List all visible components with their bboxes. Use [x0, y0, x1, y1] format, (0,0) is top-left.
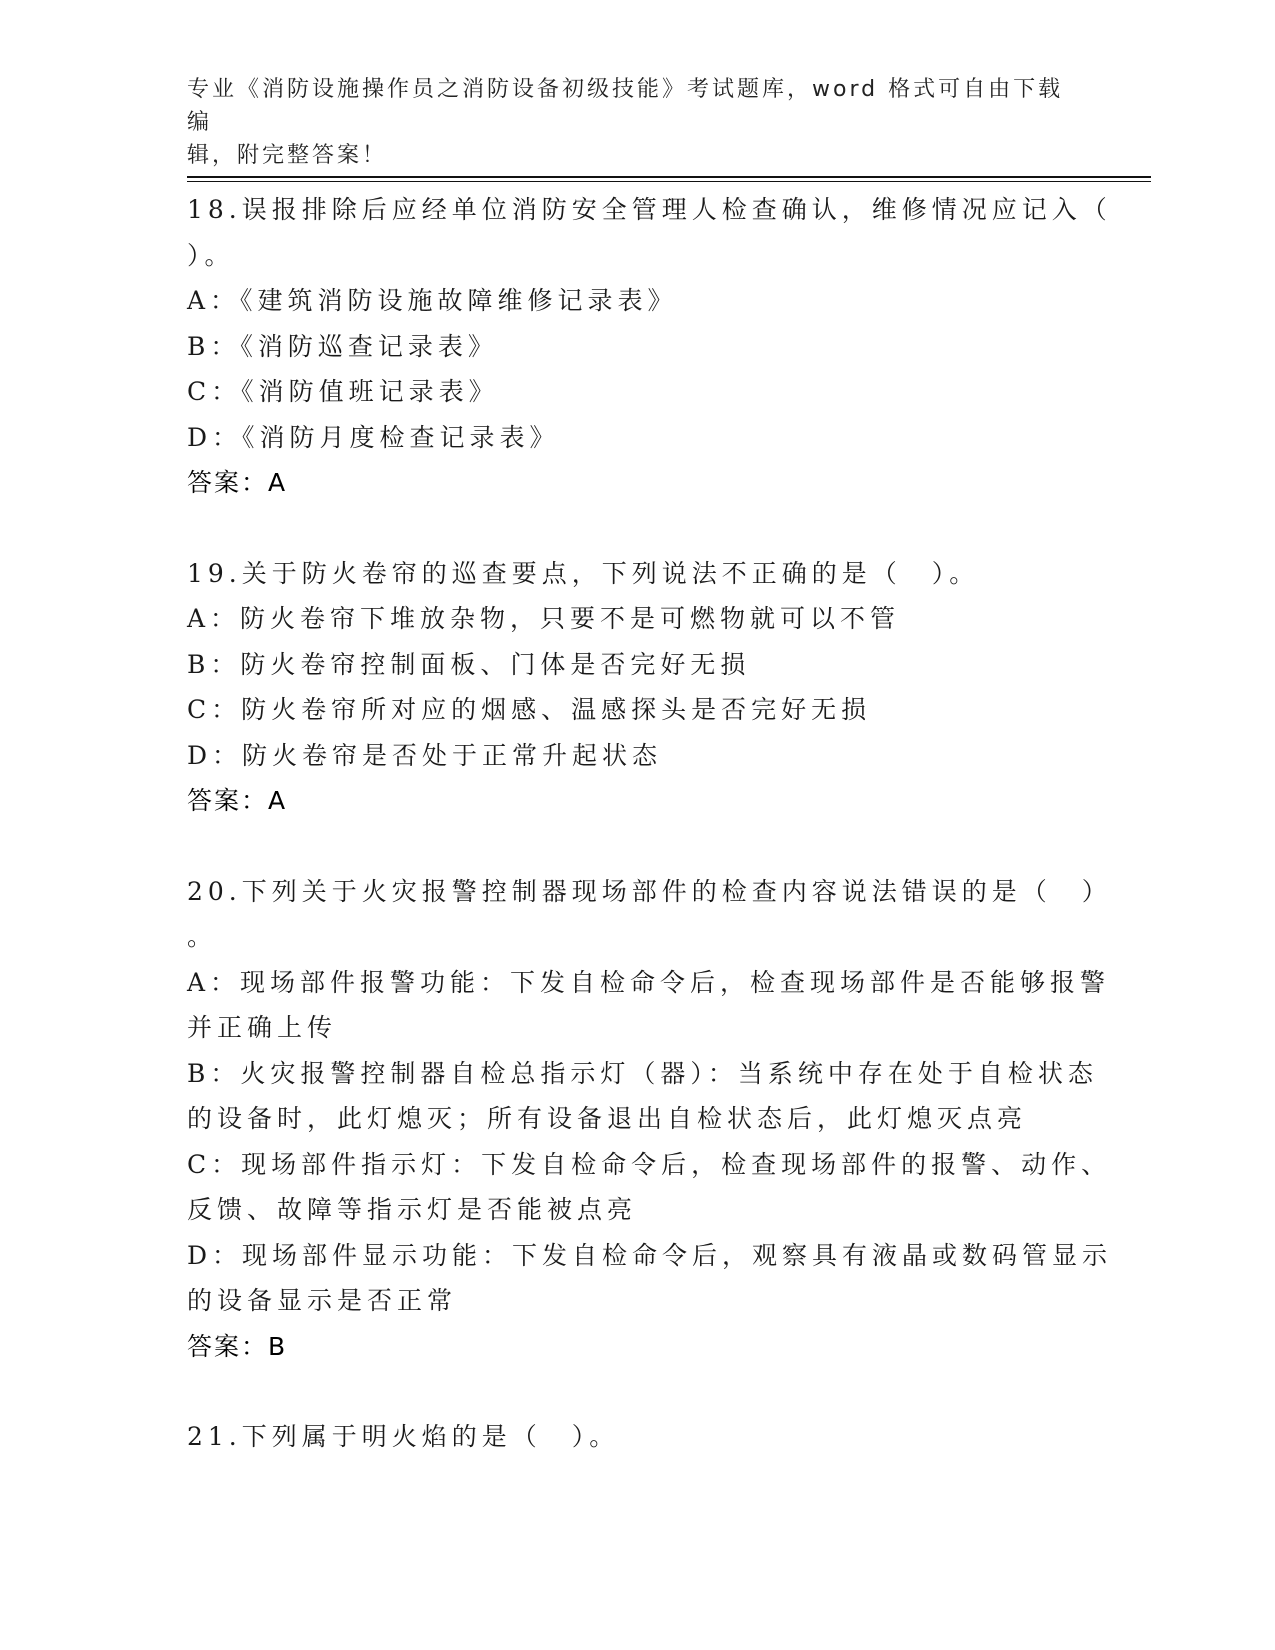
answer-option: B：《消防巡查记录表》: [187, 331, 498, 361]
question-list: [187, 187, 1113, 1460]
question-stem: 。: [187, 922, 218, 951]
question-block: [187, 187, 1112, 506]
answer-option: D：《消防月度检查记录表》: [187, 422, 560, 452]
answer-option: 的设备显示是否正常: [187, 1286, 458, 1315]
answer-option: 的设备时，此灯熄灭；所有设备退出自检状态后，此灯熄灭点亮: [187, 1104, 1028, 1133]
header-divider: [187, 176, 1151, 178]
answer-option: A：现场部件报警功能：下发自检命令后，检查现场部件是否能够报警: [187, 967, 1111, 997]
header-line: 专业《消防设施操作员之消防设备初级技能》考试题库，word 格式可自由下载编: [187, 77, 1064, 135]
answer-option: B：防火卷帘控制面板、门体是否完好无损: [187, 649, 751, 679]
answer-option: D：现场部件显示功能：下发自检命令后，观察具有液晶或数码管显示: [187, 1240, 1113, 1270]
answer-option: D：防火卷帘是否处于正常升起状态: [187, 740, 663, 770]
question-stem: 18.误报排除后应经单位消防安全管理人检查确认，维修情况应记入（: [187, 195, 1112, 224]
header-divider-thin: [187, 181, 1151, 182]
question-stem: 19.关于防火卷帘的巡查要点，下列说法不正确的是（ ）。: [187, 558, 980, 588]
question-stem: 21.下列属于明火焰的是（ ）。: [187, 1422, 620, 1451]
answer-option: 反馈、故障等指示灯是否能被点亮: [187, 1195, 638, 1224]
answer-option: A：防火卷帘下堆放杂物，只要不是可燃物就可以不管: [187, 604, 901, 633]
question-stem: ）。: [187, 240, 235, 270]
answer-option: C：《消防值班记录表》: [187, 377, 499, 406]
question-spacer: [187, 1369, 1067, 1414]
answer-option: A：《建筑消防设施故障维修记录表》: [187, 286, 678, 315]
question-block: [187, 551, 1067, 824]
question-block: [187, 1414, 1067, 1460]
answer-key: 答案：A: [187, 468, 288, 497]
answer-key: 答案：A: [187, 786, 288, 815]
answer-key: 答案：B: [187, 1331, 288, 1361]
question-spacer: [187, 506, 1067, 551]
question-stem: 20.下列关于火灾报警控制器现场部件的检查内容说法错误的是（ ）: [187, 876, 1112, 906]
question-spacer: [187, 824, 1067, 869]
answer-option: 并正确上传: [187, 1013, 338, 1042]
question-block: [187, 869, 1113, 1370]
document-header: [187, 73, 1067, 172]
header-line: 辑，附完整答案！: [187, 143, 388, 168]
answer-option: C：防火卷帘所对应的烟感、温感探头是否完好无损: [187, 695, 872, 724]
answer-option: B：火灾报警控制器自检总指示灯（器）：当系统中存在处于自检状态: [187, 1058, 1098, 1088]
answer-option: C：现场部件指示灯：下发自检命令后，检查现场部件的报警、动作、: [187, 1149, 1112, 1179]
